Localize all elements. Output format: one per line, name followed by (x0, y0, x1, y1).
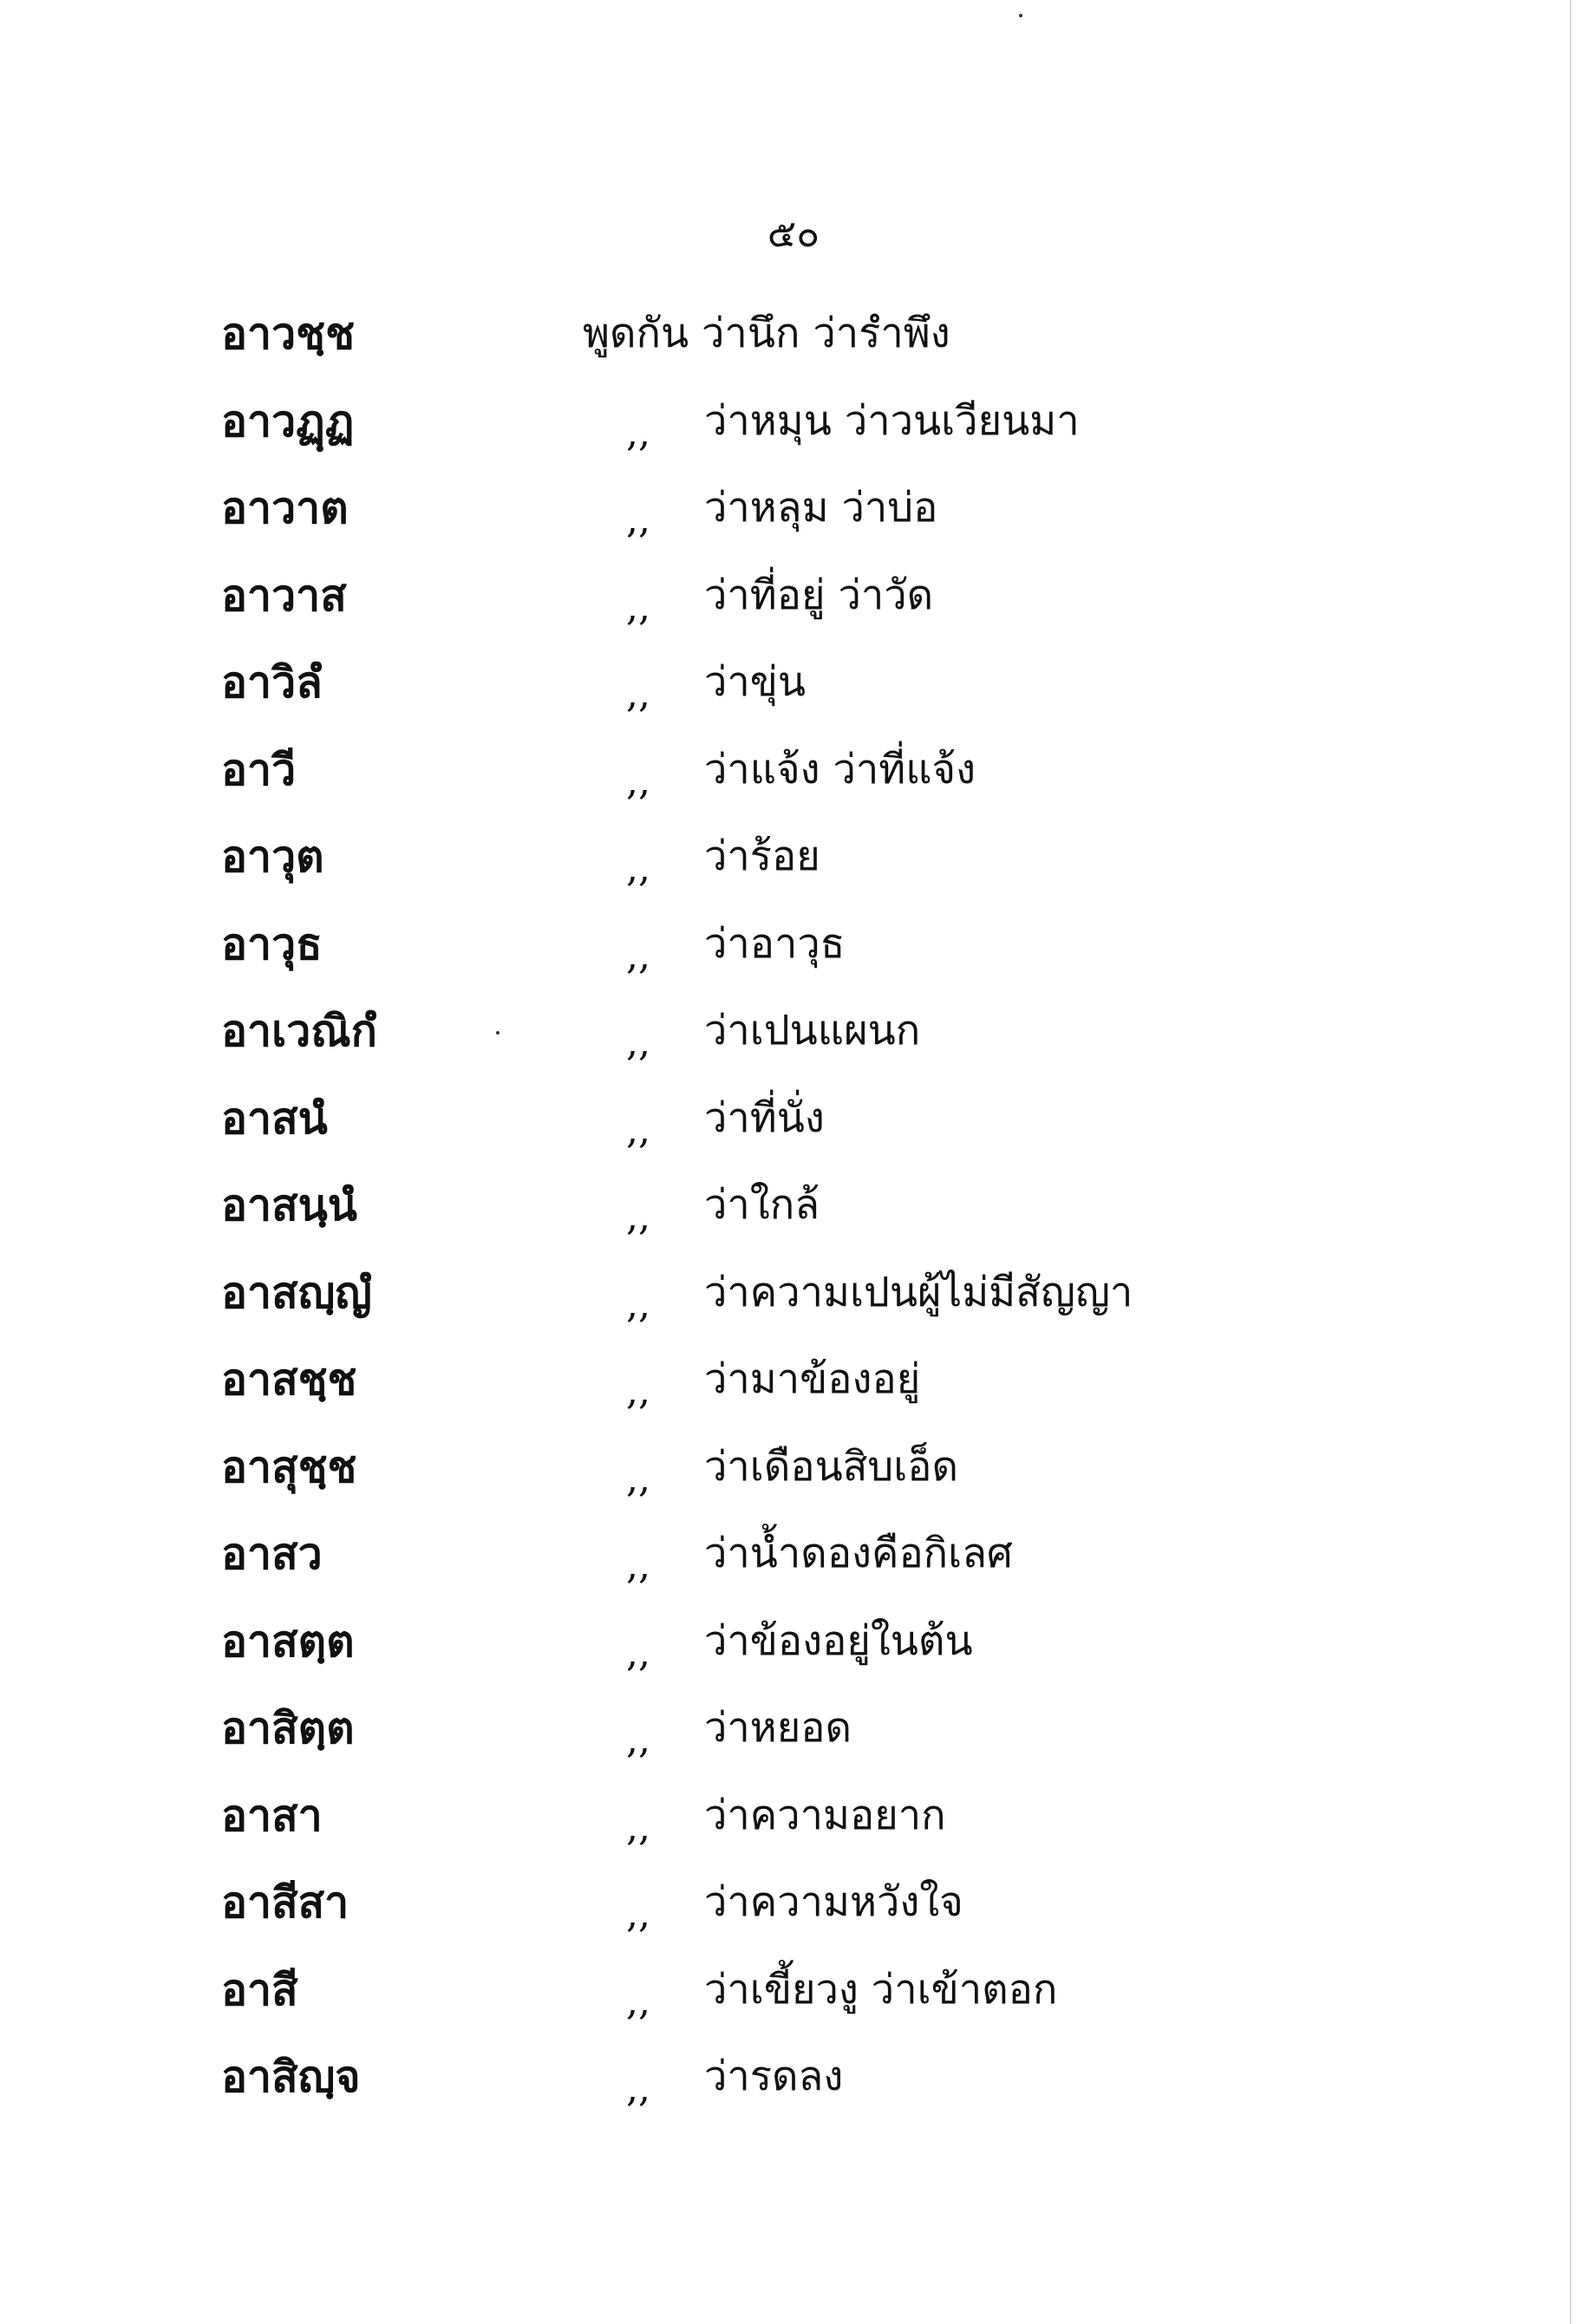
dictionary-entry (0, 1868, 1587, 1955)
entry-definition: ว่าหมุน ว่าวนเวียนมา (704, 396, 1080, 445)
entry-definition: ว่าร้อย (704, 832, 820, 880)
entry-definition: พูดกัน ว่านึก ว่ารำพึง (583, 310, 950, 357)
entry-definition: ว่าแจ้ง ว่าที่แจ้ง (704, 745, 976, 793)
ditto-mark: ,, (626, 2066, 650, 2111)
entry-headword: อาวชฺช (221, 309, 356, 359)
entry-headword: อาสนํ (221, 1093, 328, 1144)
dictionary-entry (0, 1781, 1587, 1869)
entry-headword: อาสญฺญํ (221, 1267, 372, 1318)
ditto-mark: ,, (626, 584, 650, 630)
entry-definition: ว่าขุ่น (704, 658, 807, 706)
dictionary-entry (0, 996, 1587, 1084)
ditto-mark: ,, (626, 1544, 650, 1588)
dictionary-entry (0, 1258, 1587, 1346)
dictionary-entry (0, 387, 1587, 474)
entry-headword: อาสุชฺช (221, 1441, 357, 1492)
dictionary-entry (0, 1955, 1587, 2043)
entry-headword: อาสิตฺต (221, 1703, 355, 1753)
ditto-mark: ,, (626, 1892, 650, 1936)
ditto-mark: ,, (626, 1282, 650, 1327)
ditto-mark: ,, (626, 1195, 650, 1239)
entry-definition: ว่าหยอด (704, 1704, 852, 1752)
stray-ink-dot (1019, 14, 1022, 17)
entry-headword: อาวิลํ (221, 657, 323, 708)
dictionary-entry (0, 2042, 1587, 2130)
entry-definition: ว่าข้องอยู่ในต้น (704, 1616, 973, 1665)
entry-definition: ว่าเปนแผนก (704, 1007, 921, 1054)
ditto-mark: ,, (626, 1107, 650, 1152)
ditto-mark: ,, (626, 1630, 650, 1675)
ditto-mark: ,, (626, 933, 650, 978)
dictionary-entry (0, 822, 1587, 910)
entry-headword: อาสชฺช (221, 1355, 357, 1405)
entry-definition: ว่ารดลง (704, 2053, 844, 2100)
entry-definition: ว่าความเปนผู้ไม่มีสัญญา (704, 1268, 1133, 1316)
dictionary-entry (0, 473, 1587, 561)
ditto-mark: ,, (626, 672, 650, 716)
ditto-mark: ,, (626, 1456, 650, 1501)
entry-headword: อาวี (221, 744, 297, 795)
entry-headword: อาสา (221, 1790, 323, 1841)
entry-definition: ว่าเดือนสิบเอ็ด (704, 1442, 959, 1491)
stray-ink-dot (496, 1031, 500, 1035)
entry-headword: อาวุต (221, 832, 324, 882)
dictionary-entry (0, 1433, 1587, 1520)
entry-headword: อาวุธ (221, 918, 323, 969)
ditto-mark: ,, (626, 1021, 650, 1065)
entry-definition: ว่าหลุม ว่าบ่อ (704, 484, 938, 532)
dictionary-entry (0, 1607, 1587, 1694)
ditto-mark: ,, (626, 1805, 650, 1850)
entry-headword: อาสว (221, 1529, 323, 1579)
entry-definition: ว่าเขี้ยวงู ว่าเข้าตอก (704, 1965, 1058, 2014)
dictionary-entry (0, 648, 1587, 735)
dictionary-entry (0, 1345, 1587, 1433)
entry-headword: อาสี (221, 1964, 298, 2015)
dictionary-entry (0, 1694, 1587, 1781)
scan-edge-line (1570, 0, 1571, 2324)
ditto-mark: ,, (626, 846, 650, 891)
entry-definition: ว่าความหวังใจ (704, 1878, 963, 1926)
entry-definition: ว่าความอยาก (704, 1791, 946, 1839)
entry-definition: ว่าที่นั่ง (704, 1093, 825, 1142)
entry-definition: ว่าอาวุธ (704, 919, 846, 968)
entry-definition: ว่าใกล้ (704, 1181, 820, 1229)
dictionary-entry (0, 299, 1587, 387)
dictionary-entry (0, 910, 1587, 997)
ditto-mark: ,, (626, 1979, 650, 2024)
ditto-mark: ,, (626, 759, 650, 804)
entry-headword: อาสตฺต (221, 1616, 355, 1667)
ditto-mark: ,, (626, 1369, 650, 1413)
dictionary-entry (0, 1171, 1587, 1258)
dictionary-entry (0, 735, 1587, 823)
ditto-mark: ,, (626, 498, 650, 542)
entry-headword: อาเวณิกํ (221, 1006, 377, 1056)
entry-definition: ว่ามาข้องอยู่ (704, 1355, 921, 1403)
ditto-mark: ,, (626, 410, 650, 455)
dictionary-entry (0, 561, 1587, 649)
entry-definition: ว่าน้ำดองคือกิเลศ (704, 1530, 1013, 1577)
ditto-mark: ,, (626, 1718, 650, 1762)
entry-headword: อาสีสา (221, 1877, 349, 1928)
entry-headword: อาวาต (221, 483, 349, 533)
entry-headword: อาสิญฺจ (221, 2052, 361, 2102)
entry-headword: อาสนฺนํ (221, 1180, 357, 1231)
entry-definition: ว่าที่อยู่ ว่าวัด (704, 571, 934, 619)
dictionary-entry (0, 1519, 1587, 1607)
page-number: ๕๐ (767, 212, 820, 256)
dictionary-entry (0, 1084, 1587, 1172)
entry-headword: อาวาส (221, 570, 347, 621)
entry-headword: อาวฏฺฏ (221, 395, 355, 447)
dictionary-entry-list (0, 299, 1587, 2130)
